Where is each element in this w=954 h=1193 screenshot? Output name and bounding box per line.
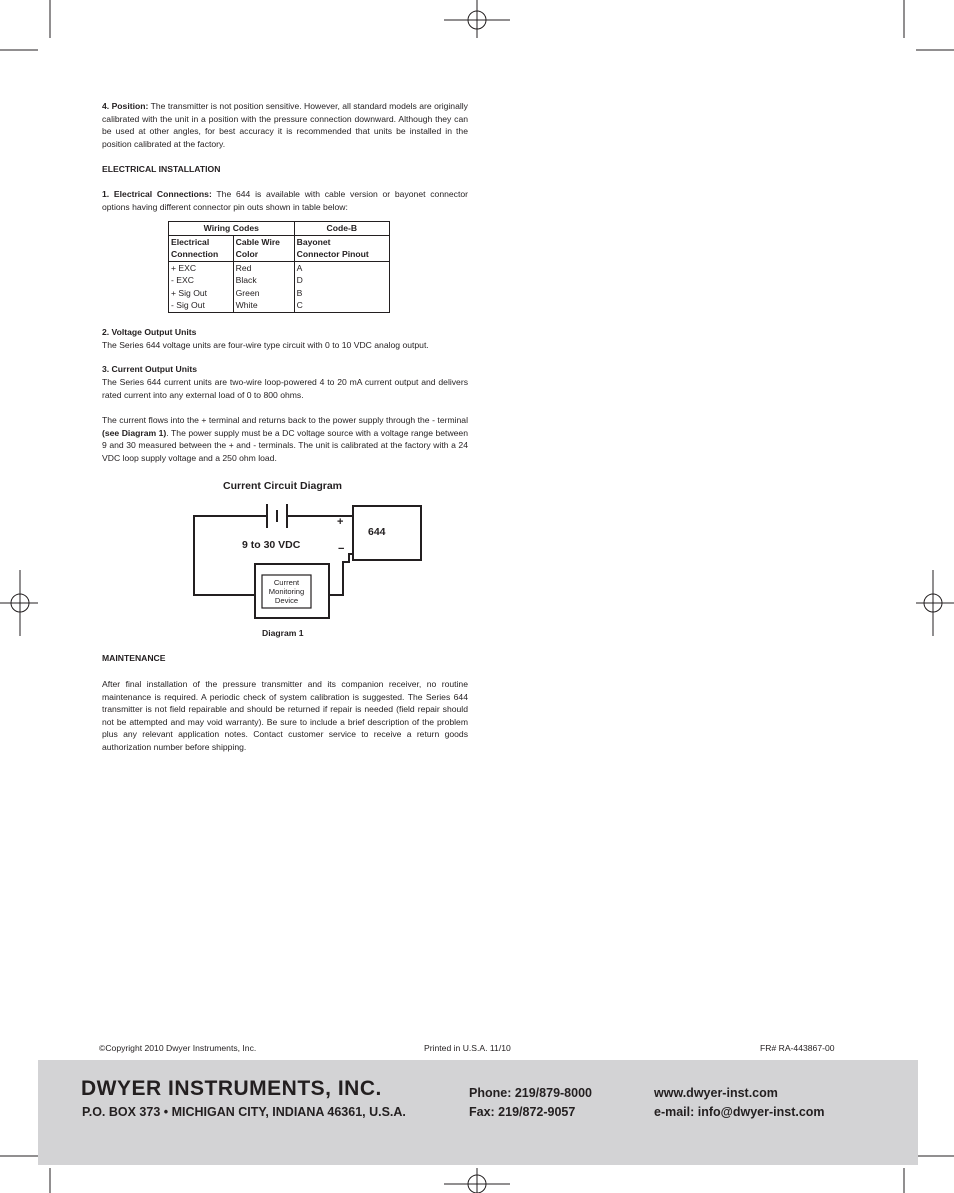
voltage-output-text: The Series 644 voltage units are four-wire type circuit with 0 to 10 VDC analog output. (102, 340, 429, 350)
company-footer-banner (38, 1060, 918, 1165)
table-cell: Red (233, 261, 294, 274)
device-644-label: 644 (368, 526, 386, 538)
maintenance-heading: MAINTENANCE (102, 653, 166, 663)
diagram-title: Current Circuit Diagram (223, 480, 343, 492)
table-row (169, 287, 390, 300)
table-cell: White (233, 299, 294, 312)
current-flow-paragraph (102, 414, 468, 464)
column-header-electrical: Electrical (171, 236, 210, 247)
circuit-drawing (183, 474, 423, 624)
phone-number: Phone: 219/879-8000 (469, 1086, 592, 1100)
website-link[interactable]: www.dwyer-inst.com (654, 1086, 778, 1100)
maintenance-text: After final installation of the pressure transmitter and its companion receiver, no routine maintenance is required. A periodic check of system calibration is suggested. The Series 644 transmitter is not field repairable and should be returned if repair is needed (field repair should not be attempted and may void warranty). Be sure to include a brief description of the problem plus any relevant application notes. Contact customer service to receive a return goods authorization number before shipping. (102, 679, 468, 752)
position-text: The transmitter is not position sensitive. However, all standard models are originally calibrated with the unit in a position with the pressure connection downward. Although they can be used at other angles, for best accuracy it is recommended that units be installed in the position calibrated at the factory. (102, 101, 468, 149)
table-cell: D (294, 274, 389, 287)
table-row (169, 274, 390, 287)
table-header-code-b: Code-B (294, 222, 389, 236)
table-cell: Green (233, 287, 294, 300)
plus-terminal-label: + (337, 516, 344, 528)
table-cell: A (294, 261, 389, 274)
current-flow-text-a: The current flows into the + terminal and returns back to the power supply through the - terminal (102, 415, 468, 425)
column-header-connector-pinout: Connector Pinout (294, 248, 389, 261)
table-cell: C (294, 299, 389, 312)
column-header-color: Color (233, 248, 294, 261)
current-output-heading: 3. Current Output Units (102, 364, 198, 374)
table-cell: Black (233, 274, 294, 287)
electrical-connections-text: The 644 is available with cable version or bayonet connector options having different connector pin outs shown in table below: (102, 189, 468, 212)
current-circuit-diagram (183, 474, 423, 624)
company-name: DWYER INSTRUMENTS, INC. (81, 1077, 382, 1100)
current-flow-text-b: . The power supply must be a DC voltage source with a voltage range between 9 and 30 measured between the + and - terminals. The unit is calibrated at the factory with a 24 VDC loop supply voltage and a 250 ohm load. (102, 427, 468, 463)
table-cell: B (294, 287, 389, 300)
electrical-connections-paragraph (102, 188, 468, 213)
company-address: P.O. BOX 373 • MICHIGAN CITY, INDIANA 46361, U.S.A. (82, 1105, 406, 1119)
position-paragraph (102, 100, 468, 150)
table-header-wiring-codes: Wiring Codes (169, 222, 295, 236)
electrical-connections-label: 1. Electrical Connections: (102, 189, 212, 199)
monitor-label-line-3: Device (274, 596, 299, 605)
column-header-connection: Connection (169, 248, 234, 261)
minus-terminal-label: − (338, 543, 345, 555)
email-link[interactable]: e-mail: info@dwyer-inst.com (654, 1105, 825, 1119)
table-cell: + EXC (171, 262, 197, 273)
form-number: FR# RA-443867-00 (760, 1043, 835, 1053)
electrical-installation-heading: ELECTRICAL INSTALLATION (102, 164, 221, 174)
column-header-bayonet: Bayonet (294, 235, 389, 248)
table-cell: - EXC (171, 275, 194, 285)
table-row (169, 299, 390, 312)
supply-voltage-label: 9 to 30 VDC (242, 539, 301, 551)
copyright-notice: ©Copyright 2010 Dwyer Instruments, Inc. (99, 1043, 257, 1053)
diagram-caption: Diagram 1 (262, 628, 304, 638)
wiring-codes-table (168, 221, 390, 313)
voltage-output-heading: 2. Voltage Output Units (102, 327, 197, 337)
table-cell: - Sig Out (171, 300, 205, 310)
print-date: Printed in U.S.A. 11/10 (424, 1043, 511, 1053)
current-output-text: The Series 644 current units are two-wire loop-powered 4 to 20 mA current output and delivers rated current into any external load of 0 to 800 ohms. (102, 377, 468, 400)
monitor-label-line-1: Current (273, 578, 300, 587)
table-cell: + Sig Out (171, 287, 208, 298)
diagram-reference: (see Diagram 1) (102, 427, 167, 438)
column-header-cable-wire: Cable Wire (233, 235, 294, 248)
position-label: 4. Position: (102, 101, 149, 111)
fax-number: Fax: 219/872-9057 (469, 1105, 576, 1119)
monitor-label-line-2: Monitoring (268, 587, 305, 596)
table-row (169, 261, 390, 274)
